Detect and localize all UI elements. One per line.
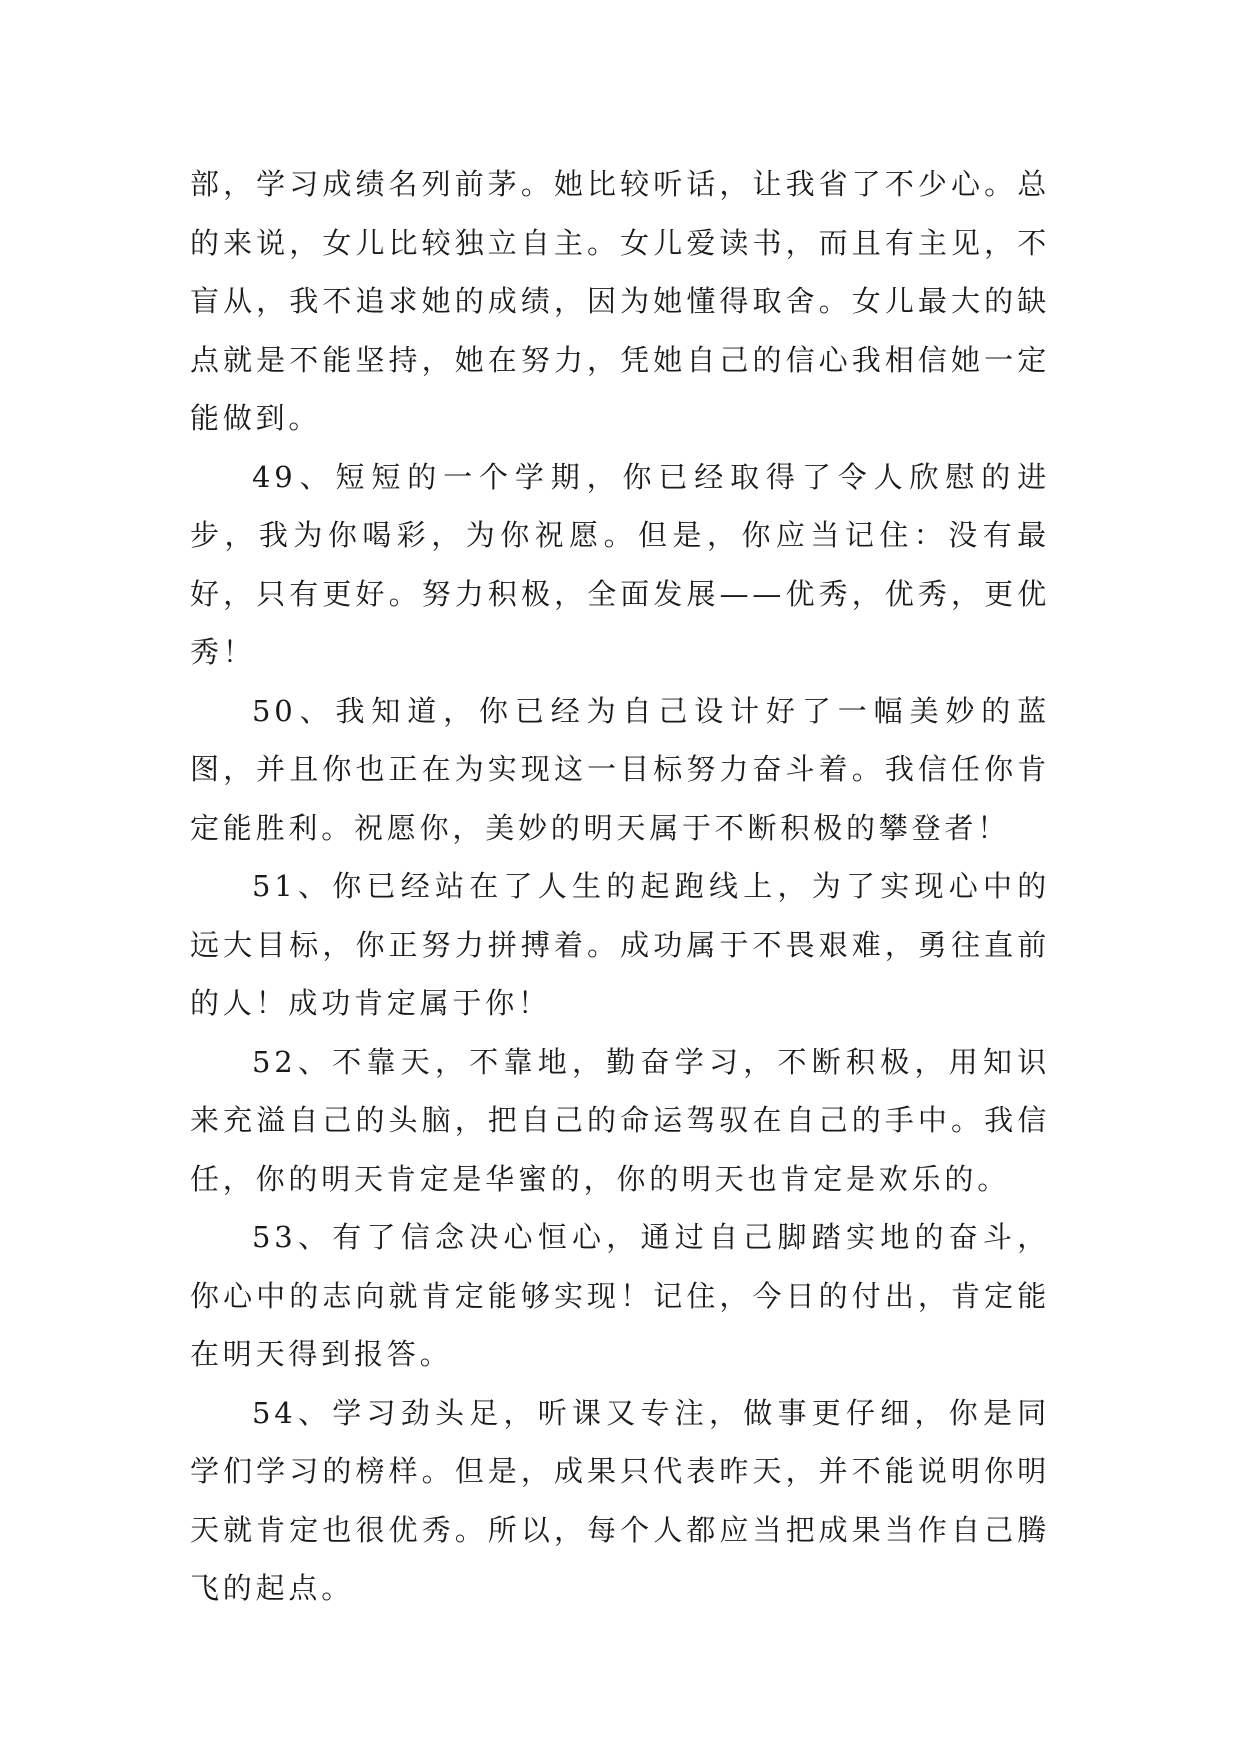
paragraph-52: 52、不靠天，不靠地，勤奋学习，不断积极，用知识来充溢自己的头脑，把自己的命运驾驭在自己的手中。我信任，你的明天肯定是华蜜的，你的明天也肯定是欢乐的。 xyxy=(190,1044,1050,1196)
document-body xyxy=(190,155,1050,1618)
paragraph-53: 53、有了信念决心恒心，通过自己脚踏实地的奋斗，你心中的志向就肯定能够实现！记住，今日的付出，肯定能在明天得到报答。 xyxy=(190,1220,1050,1371)
paragraph-49: 49、短短的一个学期，你已经取得了令人欣慰的进步，我为你喝彩，为你祝愿。但是，你应当记住：没有最好，只有更好。努力积极，全面发展——优秀，优秀，更优秀！ xyxy=(190,459,1050,669)
paragraph-51: 51、你已经站在了人生的起跑线上，为了实现心中的远大目标，你正努力拼搏着。成功属于不畏艰难，勇往直前的人！成功肯定属于你！ xyxy=(190,869,1050,1020)
paragraph-50: 50、我知道，你已经为自己设计好了一幅美妙的蓝图，并且你也正在为实现这一目标努力奋斗着。我信任你肯定能胜利。祝愿你，美妙的明天属于不断积极的攀登者！ xyxy=(190,693,1050,845)
paragraph-continuation: 部，学习成绩名列前茅。她比较听话，让我省了不少心。总的来说，女儿比较独立自主。女儿爱读书，而且有主见，不盲从，我不追求她的成绩，因为她懂得取舍。女儿最大的缺点就是不能坚持，她在努力，凭她自己的信心我相信她一定能做到。 xyxy=(190,167,1050,435)
paragraph-54: 54、学习劲头足，听课又专注，做事更仔细，你是同学们学习的榜样。但是，成果只代表昨天，并不能说明你明天就肯定也很优秀。所以，每个人都应当把成果当作自己腾飞的起点。 xyxy=(190,1395,1050,1605)
